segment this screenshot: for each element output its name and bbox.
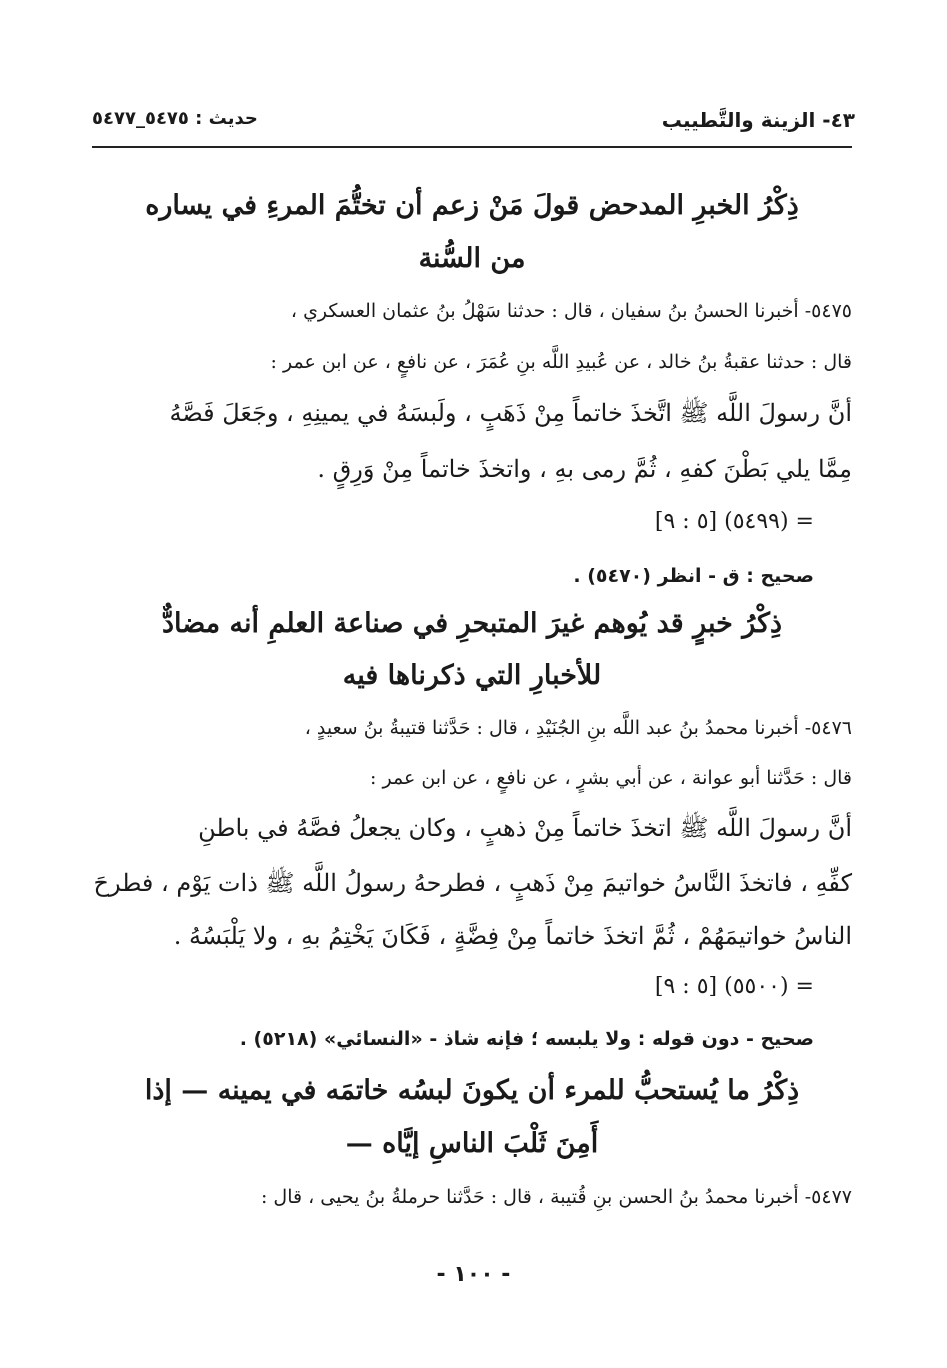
section-title-line: أَمِنَ ثَلْبَ الناسِ إيَّاه — — [345, 1128, 599, 1159]
running-header-hadith-range: حديث : ٥٤٧٥_٥٤٧٧ — [92, 108, 258, 129]
section-title-line: للأخبارِ التي ذكرناها فيه — [342, 660, 602, 691]
cross-reference: = (٥٤٩٩) [٥ : ٩] — [654, 509, 814, 534]
section-title-line: ذِكْرُ ما يُستحبُّ للمرء أن يكونَ لبسُه خاتمَه في يمينه — إذا — [144, 1075, 800, 1106]
hadith-grade: صحيح - دون قوله : ولا يلبسه ؛ فإنه شاذ - «النسائي» (٥٢١٨) . — [239, 1028, 814, 1050]
matn-line: كفِّهِ ، فاتخذَ النَّاسُ خواتيمَ مِنْ ذَهبٍ ، فطرحهُ رسولُ اللَّه ﷺ ذات يَوْم ، فطرحَ — [93, 869, 852, 897]
matn-line: الناسُ خواتيمَهُمْ ، ثُمَّ اتخذَ خاتماً مِنْ فِضَّةٍ ، فَكَانَ يَخْتِمُ بهِ ، ولا يَلْبَسُهُ . — [173, 922, 852, 950]
header-rule — [92, 146, 852, 148]
isnad-line: قال : حدثنا عقبةُ بنُ خالد ، عن عُبيدِ اللَّه بنِ عُمَرَ ، عن نافعٍ ، عن ابن عمر : — [270, 351, 852, 373]
cross-reference: = (٥٥٠٠) [٥ : ٩] — [654, 974, 814, 999]
section-title-line: ذِكْرُ الخبرِ المدحض قولَ مَنْ زعم أن تختُّمَ المرءِ في يساره — [145, 190, 799, 221]
isnad-line: ٥٤٧٦- أخبرنا محمدُ بنُ عبد اللَّه بنِ الجُنَيْدِ ، قال : حَدَّثنا قتيبةُ بنُ سعيدٍ ، — [304, 717, 852, 739]
isnad-line: قال : حَدَّثنا أبو عوانة ، عن أبي بشرٍ ، عن نافعٍ ، عن ابن عمر : — [370, 767, 852, 789]
matn-line: أنَّ رسولَ اللَّه ﷺ اتَّخذَ خاتماً مِنْ ذَهَبٍ ، ولَبسَهُ في يمينِهِ ، وجَعَلَ فَصَّهُ — [169, 399, 852, 427]
hadith-grade: صحيح : ق - انظر (٥٤٧٠) . — [573, 565, 814, 587]
running-header-chapter: ٤٣- الزينة والتَّطييب — [661, 108, 855, 132]
isnad-line: ٥٤٧٥- أخبرنا الحسنُ بنُ سفيان ، قال : حدثنا سَهْلُ بنُ عثمان العسكري ، — [290, 300, 852, 322]
section-title-line: ذِكْرُ خبرٍ قد يُوهم غيرَ المتبحرِ في صناعة العلمِ أنه مضادٌّ — [162, 608, 782, 639]
section-title-line: من السُّنة — [418, 243, 526, 274]
isnad-line: ٥٤٧٧- أخبرنا محمدُ بنُ الحسن بنِ قُتيبة ، قال : حَدَّثنا حرملةُ بنُ يحيى ، قال : — [260, 1186, 852, 1208]
matn-line: أنَّ رسولَ اللَّه ﷺ اتخذَ خاتماً مِنْ ذهبٍ ، وكان يجعلُ فصَّهُ في باطنِ — [198, 814, 852, 842]
matn-line: مِمَّا يلي بَطْنَ كفهِ ، ثُمَّ رمى بهِ ، واتخذَ خاتماً مِنْ وَرِقٍ . — [317, 455, 852, 483]
page-number: - ١٠٠ - — [436, 1262, 511, 1287]
